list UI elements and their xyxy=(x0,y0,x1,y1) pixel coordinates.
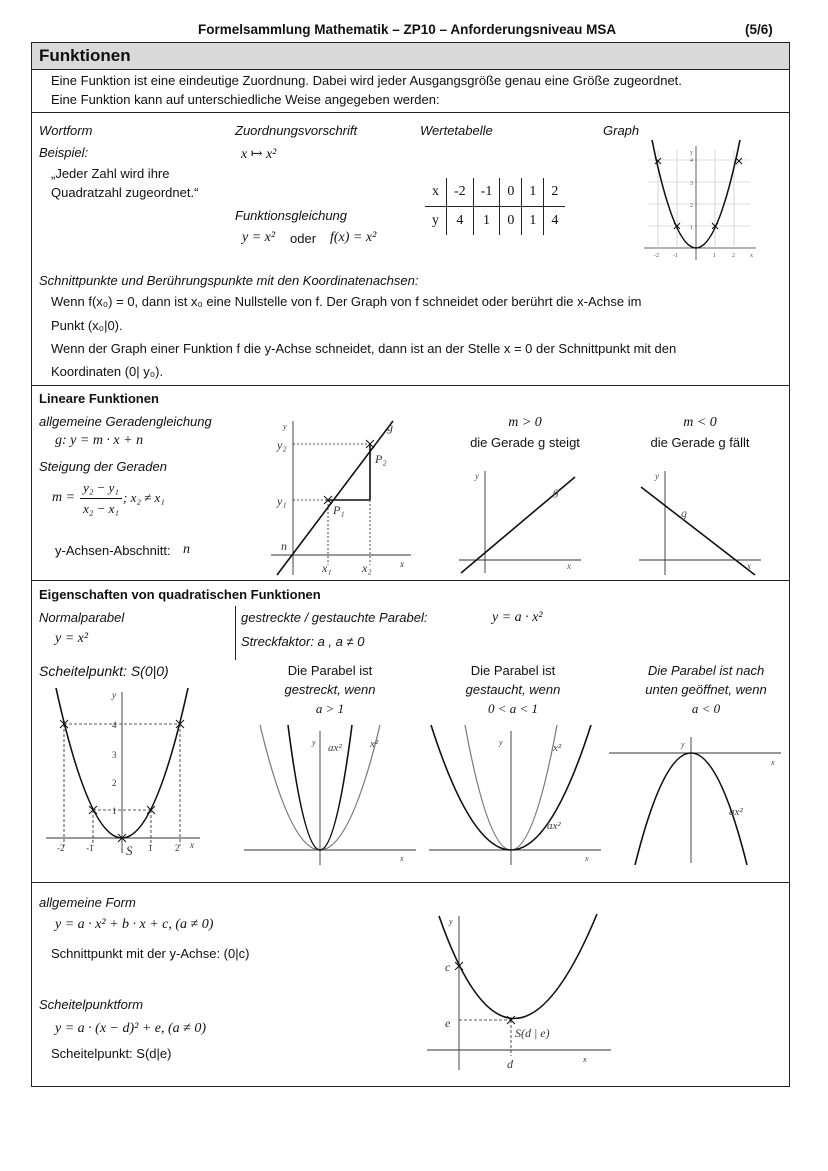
svg-text:x: x xyxy=(400,854,404,863)
svg-text:-1: -1 xyxy=(86,843,94,853)
gestreckt-gestaucht-label: gestreckte / gestauchte Parabel: xyxy=(241,610,428,625)
document-title: Formelsammlung Mathematik – ZP10 – Anforderungsniveau MSA xyxy=(198,22,617,37)
quote-line-1: „Jeder Zahl wird ihre xyxy=(51,166,170,181)
oder-text: oder xyxy=(290,231,317,246)
divider xyxy=(32,882,789,883)
page-number: (5/6) xyxy=(745,22,773,37)
svg-text:1: 1 xyxy=(713,253,716,259)
nach-unten-line-2: unten geöffnet, wenn xyxy=(645,682,767,697)
svg-text:x: x xyxy=(585,854,589,863)
svg-text:4: 4 xyxy=(112,720,117,730)
section-title-funktionen: Funktionen xyxy=(39,46,131,65)
svg-text:y: y xyxy=(475,471,479,481)
svg-text:x: x xyxy=(750,253,753,259)
intro-line-2: Eine Funktion kann auf unterschiedliche Weise angegeben werden: xyxy=(51,92,440,107)
svg-text:2: 2 xyxy=(732,253,735,259)
table-header-y: y xyxy=(425,207,447,236)
table-row-x xyxy=(425,178,565,207)
svg-text:2: 2 xyxy=(175,843,180,853)
svg-text:y: y xyxy=(690,150,693,156)
divider xyxy=(32,580,789,581)
table-cell: 1 xyxy=(522,207,544,236)
section-title-bar xyxy=(32,43,789,70)
graph-label: Graph xyxy=(603,123,640,138)
y-achsenabschnitt-label: y-Achsen-Abschnitt: xyxy=(55,543,171,558)
value-table xyxy=(425,178,565,235)
normalparabel-label: Normalparabel xyxy=(39,610,125,625)
intro-line-1: Eine Funktion ist eine eindeutige Zuordnung. Dabei wird jeder Ausgangsgröße genau eine Größe zugeordnet. xyxy=(51,73,682,88)
geradengleichung-formula: g: y = m · x + n xyxy=(55,433,144,448)
gestaucht-text xyxy=(438,661,588,718)
slope-numerator: y₂ − y₁ xyxy=(83,480,119,495)
page-header xyxy=(0,22,828,42)
svg-text:n: n xyxy=(281,539,287,553)
svg-text:x₂: x₂ xyxy=(362,561,372,575)
decreasing-line-graph xyxy=(635,465,765,580)
svg-text:x: x xyxy=(771,758,775,767)
svg-text:y: y xyxy=(112,690,116,700)
general-parabola-graph xyxy=(425,910,615,1075)
allgemeine-form-formula: y = a · x² + b · x + c, (a ≠ 0) xyxy=(55,917,214,932)
funktionsgleichung-formula-2: f(x) = x² xyxy=(330,230,377,245)
slope-denominator: x₂ − x₁ xyxy=(83,501,119,516)
normalparabel-formula: y = x² xyxy=(55,631,89,646)
svg-text:y₂: y₂ xyxy=(277,438,287,452)
table-header-x: x xyxy=(425,178,447,207)
gestaucht-condition: 0 < a < 1 xyxy=(487,701,539,716)
schnittpunkt-y-achse: Schnittpunkt mit der y-Achse: (0|c) xyxy=(51,946,250,961)
svg-text:-2: -2 xyxy=(57,843,65,853)
svg-text:g: g xyxy=(681,506,687,520)
svg-text:d: d xyxy=(507,1057,513,1071)
streckfaktor-label: Streckfaktor: a , a ≠ 0 xyxy=(241,634,365,649)
steigt-text: die Gerade g steigt xyxy=(470,435,580,450)
downward-parabola-graph xyxy=(605,735,785,865)
beispiel-label: Beispiel: xyxy=(39,145,89,160)
table-cell: 1 xyxy=(473,207,500,236)
schnittpunkte-title: Schnittpunkte und Berührungspunkte mit den Koordinatenachsen: xyxy=(39,273,419,288)
scheitelpunkt-de: Scheitelpunkt: S(d|e) xyxy=(51,1046,172,1061)
table-cell: -2 xyxy=(447,178,474,207)
table-row-y xyxy=(425,207,565,236)
wortform-label: Wortform xyxy=(39,123,93,138)
svg-text:3: 3 xyxy=(112,750,117,760)
svg-text:c: c xyxy=(445,960,451,974)
table-cell: 0 xyxy=(500,207,522,236)
normalparabel-scheitelpunkt: Scheitelpunkt: S(0|0) xyxy=(39,663,169,679)
svg-text:x: x xyxy=(583,1055,587,1064)
svg-text:x: x xyxy=(567,561,571,571)
compressed-parabola-graph xyxy=(425,725,605,865)
zuordnung-formula: x ↦ x² xyxy=(241,147,277,162)
quadratische-title: Eigenschaften von quadratischen Funktionen xyxy=(39,587,321,602)
stretched-parabola-graph xyxy=(240,725,420,865)
svg-text:y: y xyxy=(655,471,659,481)
svg-text:-1: -1 xyxy=(673,253,678,259)
svg-text:2: 2 xyxy=(112,778,117,788)
svg-text:x²: x² xyxy=(370,738,379,750)
linear-slope-diagram xyxy=(265,415,415,580)
divider xyxy=(32,385,789,386)
svg-text:x: x xyxy=(190,840,194,850)
funktionsgleichung-label: Funktionsgleichung xyxy=(235,208,348,223)
table-cell: 4 xyxy=(551,213,559,228)
schnittpunkte-line-2b: Koordinaten (0| y₀). xyxy=(51,364,164,379)
svg-text:ax²: ax² xyxy=(547,820,561,832)
svg-text:x: x xyxy=(747,561,751,571)
table-cell: 0 xyxy=(500,178,522,207)
svg-text:x²: x² xyxy=(553,742,562,754)
svg-text:1: 1 xyxy=(112,806,117,816)
svg-text:-2: -2 xyxy=(654,253,659,259)
faellt-condition: m < 0 xyxy=(683,415,717,430)
steigt-condition: m > 0 xyxy=(508,415,542,430)
normal-parabola-graph xyxy=(40,688,205,863)
gestaucht-line-2: gestaucht, wenn xyxy=(465,682,561,697)
gestreckt-condition: a > 1 xyxy=(315,701,345,716)
svg-text:1: 1 xyxy=(690,225,693,231)
svg-text:y: y xyxy=(681,740,685,749)
svg-text:ax²: ax² xyxy=(729,806,743,818)
gestaucht-line-1: Die Parabel ist xyxy=(470,663,556,678)
schnittpunkte-line-2a: Wenn der Graph einer Funktion f die y-Achse schneidet, dann ist an der Stelle x = 0 der Schnittpunkt mit den xyxy=(51,341,677,356)
table-cell: 4 xyxy=(447,207,474,236)
faellt-text: die Gerade g fällt xyxy=(650,435,750,450)
nach-unten-condition: a < 0 xyxy=(691,701,721,716)
svg-text:g: g xyxy=(553,484,559,498)
quote-line-2: Quadratzahl zugeordnet.“ xyxy=(51,185,199,200)
scheitelpunktform-formula: y = a · (x − d)² + e, (a ≠ 0) xyxy=(55,1021,207,1036)
svg-text:y₁: y₁ xyxy=(277,494,287,508)
svg-text:y: y xyxy=(283,422,287,431)
gestreckt-formula: y = a · x² xyxy=(492,610,543,625)
svg-text:y: y xyxy=(449,917,453,926)
increasing-line-graph xyxy=(455,465,585,575)
steigung-label: Steigung der Geraden xyxy=(39,459,167,474)
svg-text:P₂: P₂ xyxy=(375,452,387,466)
slope-m-eq: m = xyxy=(52,490,76,505)
table-cell: -1 xyxy=(473,178,500,207)
table-cell: 2 xyxy=(544,178,566,207)
lineare-title: Lineare Funktionen xyxy=(39,391,159,406)
svg-text:x: x xyxy=(400,559,404,569)
wertetabelle-label: Wertetabelle xyxy=(420,123,493,138)
svg-text:S(d | e): S(d | e) xyxy=(515,1026,550,1040)
svg-text:2: 2 xyxy=(690,203,693,209)
divider xyxy=(32,112,789,113)
column-divider xyxy=(235,606,236,660)
svg-text:S: S xyxy=(126,843,133,858)
allgemeine-form-label: allgemeine Form xyxy=(39,895,136,910)
svg-text:y: y xyxy=(312,738,316,747)
svg-text:y: y xyxy=(499,738,503,747)
fraction-bar xyxy=(80,498,122,499)
table-cell: 1 xyxy=(522,178,544,207)
y-achsenabschnitt-n: n xyxy=(183,542,190,557)
svg-text:4: 4 xyxy=(690,158,693,164)
svg-text:g: g xyxy=(387,420,393,434)
nach-unten-line-1: Die Parabel ist nach xyxy=(647,663,765,678)
scheitelpunktform-label: Scheitelpunktform xyxy=(39,997,144,1012)
gestreckt-line-2: gestreckt, wenn xyxy=(284,682,376,697)
svg-text:e: e xyxy=(445,1016,451,1030)
schnittpunkte-line-1a: Wenn f(x₀) = 0, dann ist x₀ eine Nullstelle von f. Der Graph von f schneidet oder berührt die x-Achse im xyxy=(51,294,642,309)
normal-parabola-small-graph xyxy=(640,140,760,265)
gestreckt-line-1: Die Parabel ist xyxy=(287,663,373,678)
slope-condition: ; x₂ ≠ x₁ xyxy=(123,490,165,505)
svg-text:ax²: ax² xyxy=(328,742,342,754)
svg-text:1: 1 xyxy=(148,843,153,853)
gestreckt-text xyxy=(255,661,405,718)
schnittpunkte-line-1b: Punkt (x₀|0). xyxy=(51,318,123,333)
svg-text:3: 3 xyxy=(690,181,693,187)
nach-unten-text xyxy=(626,661,786,718)
svg-text:x₁: x₁ xyxy=(322,561,332,575)
allgemeine-geradengleichung-label: allgemeine Geradengleichung xyxy=(39,414,212,429)
svg-text:P₁: P₁ xyxy=(333,503,345,517)
zuordnungsvorschrift-label: Zuordnungsvorschrift xyxy=(235,123,358,138)
funktionsgleichung-formula: y = x² xyxy=(242,230,276,245)
